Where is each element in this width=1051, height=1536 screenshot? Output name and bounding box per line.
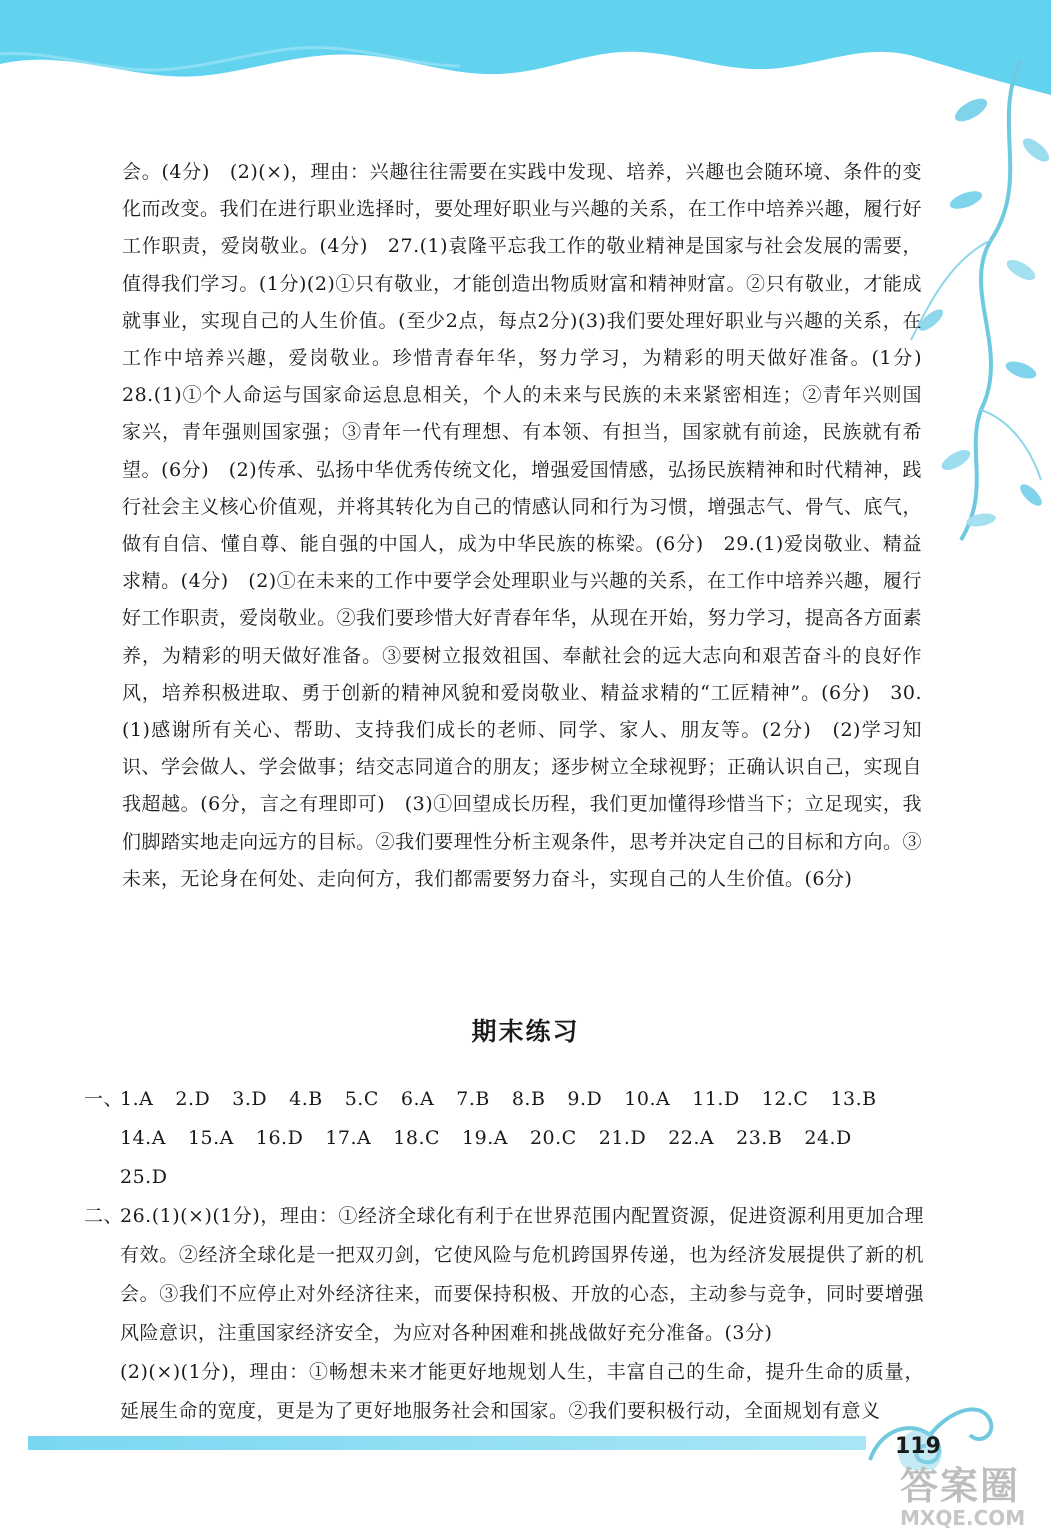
choice-answer: 22.A <box>668 1127 715 1149</box>
choice-answer: 11.D <box>692 1088 740 1110</box>
choice-answer: 15.A <box>187 1127 234 1149</box>
choice-answer: 13.B <box>830 1088 877 1110</box>
question-26-1: 26.(1)(×)(1分)，理由：①经济全球化有利于在世界范围内配置资源，促进资源利用更加合理有效。②经济全球化是一把双刃剑，它使风险与危机跨国界传递，也为经济发展提供了新的机会。③我们不应停止对外经济往来，而要保持积极、开放的心态，主动参与竞争，同时要增强风险意识，注重国家经济安全，为应对各种困难和挑战做好充分准备。(3分) <box>120 1205 924 1344</box>
part-one-label: 一、 <box>84 1088 124 1110</box>
choice-answer: 5.C <box>344 1088 379 1110</box>
choice-answer: 6.A <box>400 1088 435 1110</box>
section-title: 期末练习 <box>471 1017 580 1046</box>
choice-answer: 19.A <box>462 1127 508 1149</box>
part-two-label: 二、 <box>84 1205 124 1227</box>
choice-answer: 2.D <box>175 1088 211 1110</box>
question-26-2: (2)(×)(1分)，理由：①畅想未来才能更好地规划人生，丰富自己的生命，提升生命的质量，延展生命的宽度，更是为了更好地服务社会和国家。②我们要积极行动，全面规划有意义 <box>120 1361 924 1422</box>
watermark-url: MXQE.COM <box>900 1506 1026 1530</box>
choice-answer: 7.B <box>456 1088 490 1110</box>
choice-answer: 18.C <box>393 1127 441 1149</box>
choice-answer: 3.D <box>232 1088 268 1110</box>
choice-answer: 8.B <box>511 1088 546 1110</box>
choice-answer: 24.D <box>804 1127 852 1149</box>
part-two <box>84 1197 924 1431</box>
choice-answer: 10.A <box>624 1088 671 1110</box>
choice-answer: 17.A <box>325 1127 372 1149</box>
part-one <box>84 1080 924 1197</box>
top-paragraph: 会。(4分) (2)(×)，理由：兴趣往往需要在实践中发现、培养，兴趣也会随环境、条件的变化而改变。我们在进行职业选择时，要处理好职业与兴趣的关系，在工作中培养兴趣，履行好工作职责，爱岗敬业。(4分) 27.(1)袁隆平忘我工作的敬业精神是国家与社会发展的需要，值得我们学习。(1分)(2)①只有敬业，才能创造出物质财富和精神财富。②只有敬业，才能成就事业，实现自己的人生价值。(至少2点，每点2分)(3)我们要处理好职业与兴趣的关系，在工作中培养兴趣，爱岗敬业。珍惜青春年华，努力学习，为精彩的明天做好准备。(1分) 28.(1)①个人命运与国家命运息息相关，个人的未来与民族的未来紧密相连；②青年兴则国家兴，青年强则国家强；③青年一代有理想、有本领、有担当，国家就有前途，民族就有希望。(6分) (2)传承、弘扬中华优秀传统文化，增强爱国情感，弘扬民族精神和时代精神，践行社会主义核心价值观，并将其转化为自己的情感认同和行为习惯，增强志气、骨气、底气，做有自信、懂自尊、能自强的中国人，成为中华民族的栋梁。(6分) 29.(1)爱岗敬业、精益求精。(4分) (2)①在未来的工作中要学会处理职业与兴趣的关系，在工作中培养兴趣，履行好工作职责，爱岗敬业。②我们要珍惜大好青春年华，从现在开始，努力学习，提高各方面素养，为精彩的明天做好准备。③要树立报效祖国、奉献社会的远大志向和艰苦奋斗的良好作风，培养积极进取、勇于创新的精神风貌和爱岗敬业、精益求精的“工匠精神”。(6分) 30.(1)感谢所有关心、帮助、支持我们成长的老师、同学、家人、朋友等。(2分) (2)学习知识、学会做人、学会做事；结交志同道合的朋友；逐步树立全球视野；正确认识自己，实现自我超越。(6分，言之有理即可) (3)①回望成长历程，我们更加懂得珍惜当下；立足现实，我们脚踏实地走向远方的目标。②我们要理性分析主观条件，思考并决定自己的目标和方向。③未来，无论身在何处、走向何方，我们都需要努力奋斗，实现自己的人生价值。(6分) <box>122 161 942 890</box>
answer-continuation <box>122 154 942 898</box>
choice-answer: 23.B <box>736 1127 783 1149</box>
choice-answer: 14.A <box>120 1127 166 1149</box>
page-number: 119 <box>895 1434 941 1459</box>
choice-answer: 16.D <box>255 1127 304 1149</box>
choice-answer: 12.C <box>761 1088 809 1110</box>
answers-section <box>84 1080 924 1431</box>
choice-answer: 4.B <box>289 1088 323 1110</box>
footer-bar <box>28 1436 866 1450</box>
choice-answer: 9.D <box>567 1088 603 1110</box>
watermark <box>900 1455 1050 1535</box>
part-two-body <box>120 1197 924 1431</box>
choice-answer: 20.C <box>529 1127 577 1149</box>
choice-answer: 25.D <box>120 1166 168 1188</box>
watermark-logo: 答案圈 <box>900 1464 1021 1508</box>
choice-answer: 21.D <box>598 1127 647 1149</box>
choice-answer: 1.A <box>120 1088 154 1110</box>
choice-answers <box>120 1080 924 1197</box>
